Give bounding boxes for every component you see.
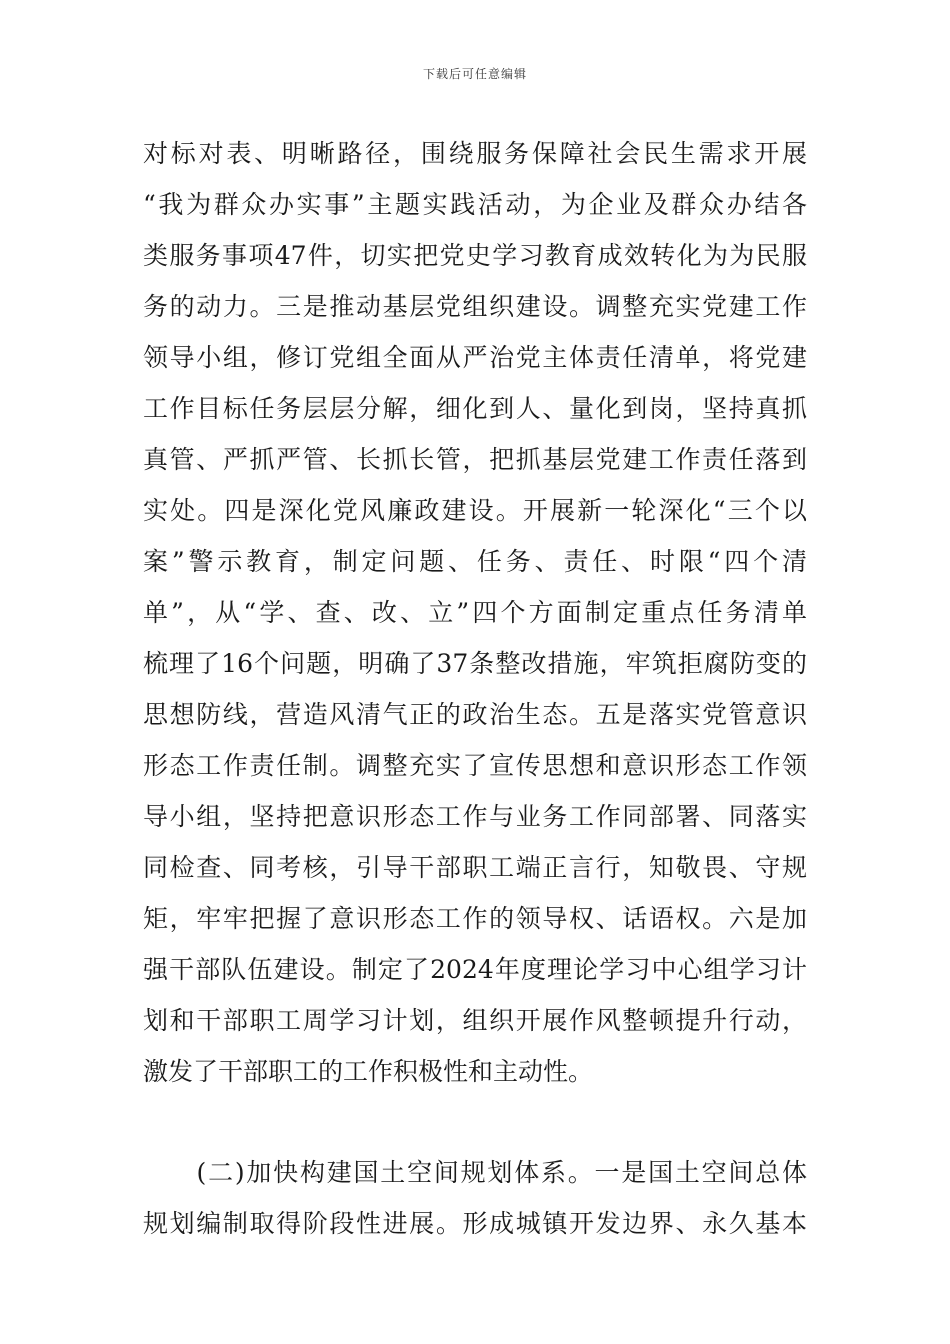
document-body bbox=[143, 128, 807, 1249]
text-line: 真管、严抓严管、长抓长管，把抓基层党建工作责任落到 bbox=[143, 445, 807, 474]
text-line: 梳理了16个问题，明确了37条整改措施，牢筑拒腐防变的 bbox=[143, 649, 807, 678]
text-line: 思想防线，营造风清气正的政治生态。五是落实党管意识 bbox=[143, 700, 807, 729]
paragraph-spacer bbox=[143, 1097, 807, 1147]
text-line: 实处。四是深化党风廉政建设。开展新一轮深化“三个以 bbox=[143, 496, 807, 525]
text-line: 同检查、同考核，引导干部职工端正言行，知敬畏、守规 bbox=[143, 853, 807, 882]
paragraph-1 bbox=[143, 128, 807, 1097]
text-line: 强干部队伍建设。制定了2024年度理论学习中心组学习计 bbox=[143, 955, 807, 984]
text-line: 单”，从“学、查、改、立”四个方面制定重点任务清单 bbox=[143, 598, 807, 627]
text-line: 对标对表、明晰路径，围绕服务保障社会民生需求开展 bbox=[143, 139, 807, 168]
text-line: 类服务事项47件，切实把党史学习教育成效转化为为民服 bbox=[143, 241, 807, 270]
text-line: (二)加快构建国土空间规划体系。一是国土空间总体 bbox=[143, 1158, 807, 1187]
text-line: 激发了干部职工的工作积极性和主动性。 bbox=[143, 1057, 594, 1086]
text-line: “我为群众办实事”主题实践活动，为企业及群众办结各 bbox=[143, 190, 807, 219]
text-line: 务的动力。三是推动基层党组织建设。调整充实党建工作 bbox=[143, 292, 807, 321]
text-line: 矩，牢牢把握了意识形态工作的领导权、话语权。六是加 bbox=[143, 904, 807, 933]
text-line: 领导小组，修订党组全面从严治党主体责任清单，将党建 bbox=[143, 343, 807, 372]
text-line: 划和干部职工周学习计划，组织开展作风整顿提升行动， bbox=[143, 1006, 807, 1035]
text-line: 导小组，坚持把意识形态工作与业务工作同部署、同落实 bbox=[143, 802, 807, 831]
page-header: 下载后可任意编辑 bbox=[422, 67, 527, 81]
paragraph-2 bbox=[143, 1147, 807, 1249]
text-line: 案”警示教育，制定问题、任务、责任、时限“四个清 bbox=[143, 547, 807, 576]
text-line: 形态工作责任制。调整充实了宣传思想和意识形态工作领 bbox=[143, 751, 807, 780]
text-line: 工作目标任务层层分解，细化到人、量化到岗，坚持真抓 bbox=[143, 394, 807, 423]
text-line: 规划编制取得阶段性进展。形成城镇开发边界、永久基本 bbox=[143, 1209, 807, 1238]
